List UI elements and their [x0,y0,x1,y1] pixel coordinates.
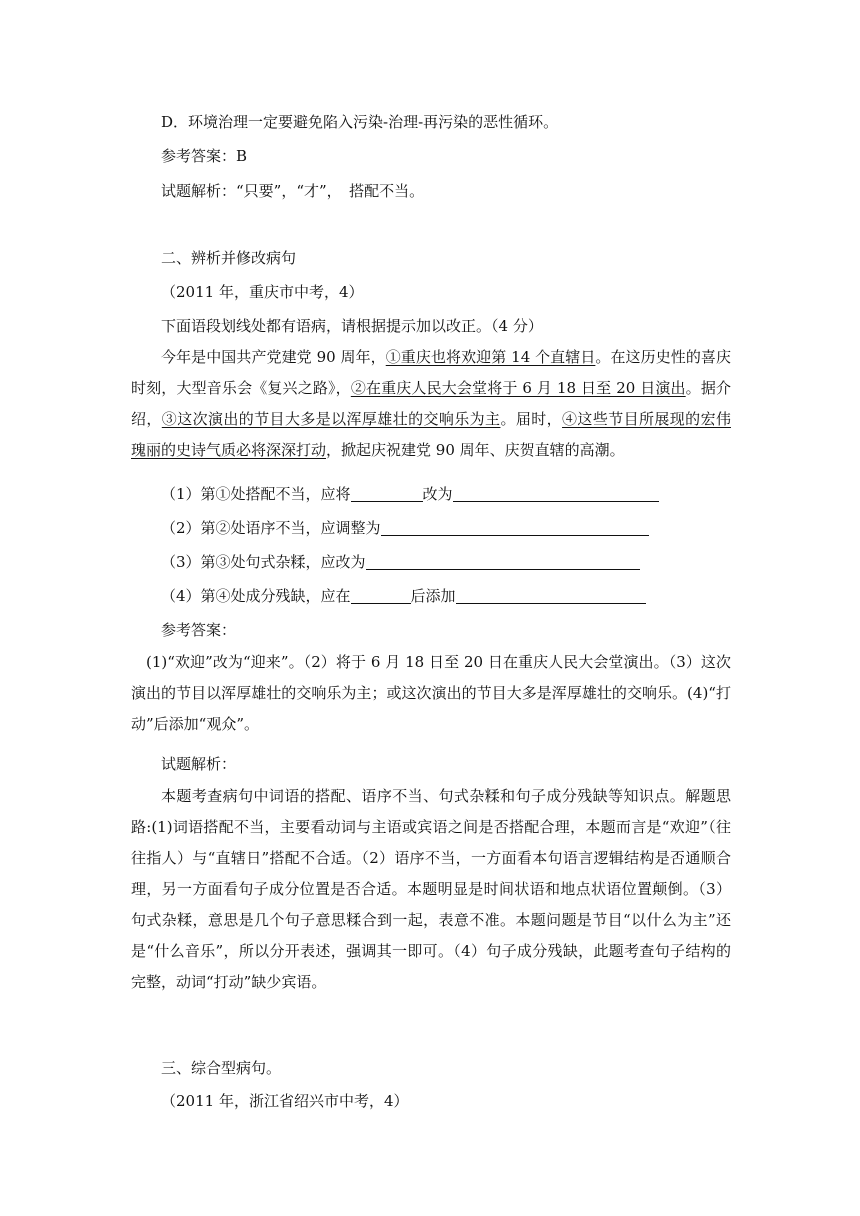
question-3-prompt: （3）第③处句式杂糅，应改为 [161,553,366,571]
section-3-title: 三、综合型病句。 [161,1059,282,1077]
passage [131,342,731,466]
underline-4: ④这些节目所展现的宏伟瑰丽的史诗气质必将深深打动 [131,410,731,459]
question-1-connector: 改为 [422,485,453,503]
passage-text-3: 。据介绍， [131,379,731,428]
answer-blank[interactable] [456,588,646,604]
instruction-2: 下面语段划线处都有语病，请根据提示加以改正。（4 分） [161,317,543,335]
answer-blank[interactable] [381,520,649,536]
passage-text-2: 。在这历史性的喜庆时刻，大型音乐会《复兴之路》， [131,348,731,397]
answer-blank[interactable] [351,588,411,604]
question-2 [161,518,649,538]
source-3: （2011 年，浙江省绍兴市中考，4） [161,1092,409,1110]
passage-text-4: 。届时， [500,410,563,428]
question-4-prompt: （4）第④处成分残缺，应在 [161,587,351,605]
passage-text-1: 今年是中国共产党建党 90 周年， [161,348,386,366]
answer-blank[interactable] [351,486,423,502]
question-3 [161,552,640,572]
analysis-2-text: 本题考查病句中词语的搭配、语序不当、句式杂糅和句子成分残缺等知识点。解题思路:(1)词语搭配不当，主要看动词与主语或宾语之间是否搭配合理，本题而言是“欢迎”（往往指人）与“直辖日”搭配不合适。（2）语序不当，一方面看本句语言逻辑结构是否通顺合理，另一方面看句子成分位置是否合适。本题明显是时间状语和地点状语位置颠倒。（3）句式杂糅，意思是几个句子意思糅合到一起，表意不准。本题问题是节目“以什么为主”还是“什么音乐”，所以分开表述，强调其一即可。（4）句子成分残缺，此题考查句子结构的完整，动词“打动”缺少宾语。 [131,787,731,991]
source-2: （2011 年，重庆市中考，4） [161,283,364,301]
answer-blank[interactable] [453,486,659,502]
answer-blank[interactable] [366,554,640,570]
question-4-connector: 后添加 [410,587,456,605]
underline-1: ①重庆也将欢迎第 14 个直辖日 [385,348,596,366]
question-1 [161,484,659,504]
question-1-prompt: （1）第①处搭配不当，应将 [161,485,351,503]
underline-2: ②在重庆人民大会堂将于 6 月 18 日至 20 日演出 [350,379,686,397]
analysis-1: 试题解析：“只要”，“才”， 搭配不当。 [161,182,425,200]
passage-text-5: ，掀起庆祝建党 90 周年、庆贺直辖的高潮。 [326,441,625,459]
section-2-title: 二、辨析并修改病句 [161,249,297,267]
question-4 [161,586,646,606]
answer-2-text: (1)“欢迎”改为“迎来”。（2）将于 6 月 18 日至 20 日在重庆人民大会堂演出。（3）这次演出的节目以浑厚雄壮的交响乐为主；或这次演出的节目大多是浑厚雄壮的交响乐。(4)“打动”后添加“观众”。 [131,653,731,733]
underline-3: ③这次演出的节目大多是以浑厚雄壮的交响乐为主 [161,410,501,428]
answer-1: 参考答案：B [161,147,248,165]
answer-2-label: 参考答案： [161,621,237,639]
question-2-prompt: （2）第②处语序不当，应调整为 [161,519,381,537]
analysis-2-label: 试题解析： [161,755,237,773]
option-d: D．环境治理一定要避免陷入污染-治理-再污染的恶性循环。 [161,113,559,131]
